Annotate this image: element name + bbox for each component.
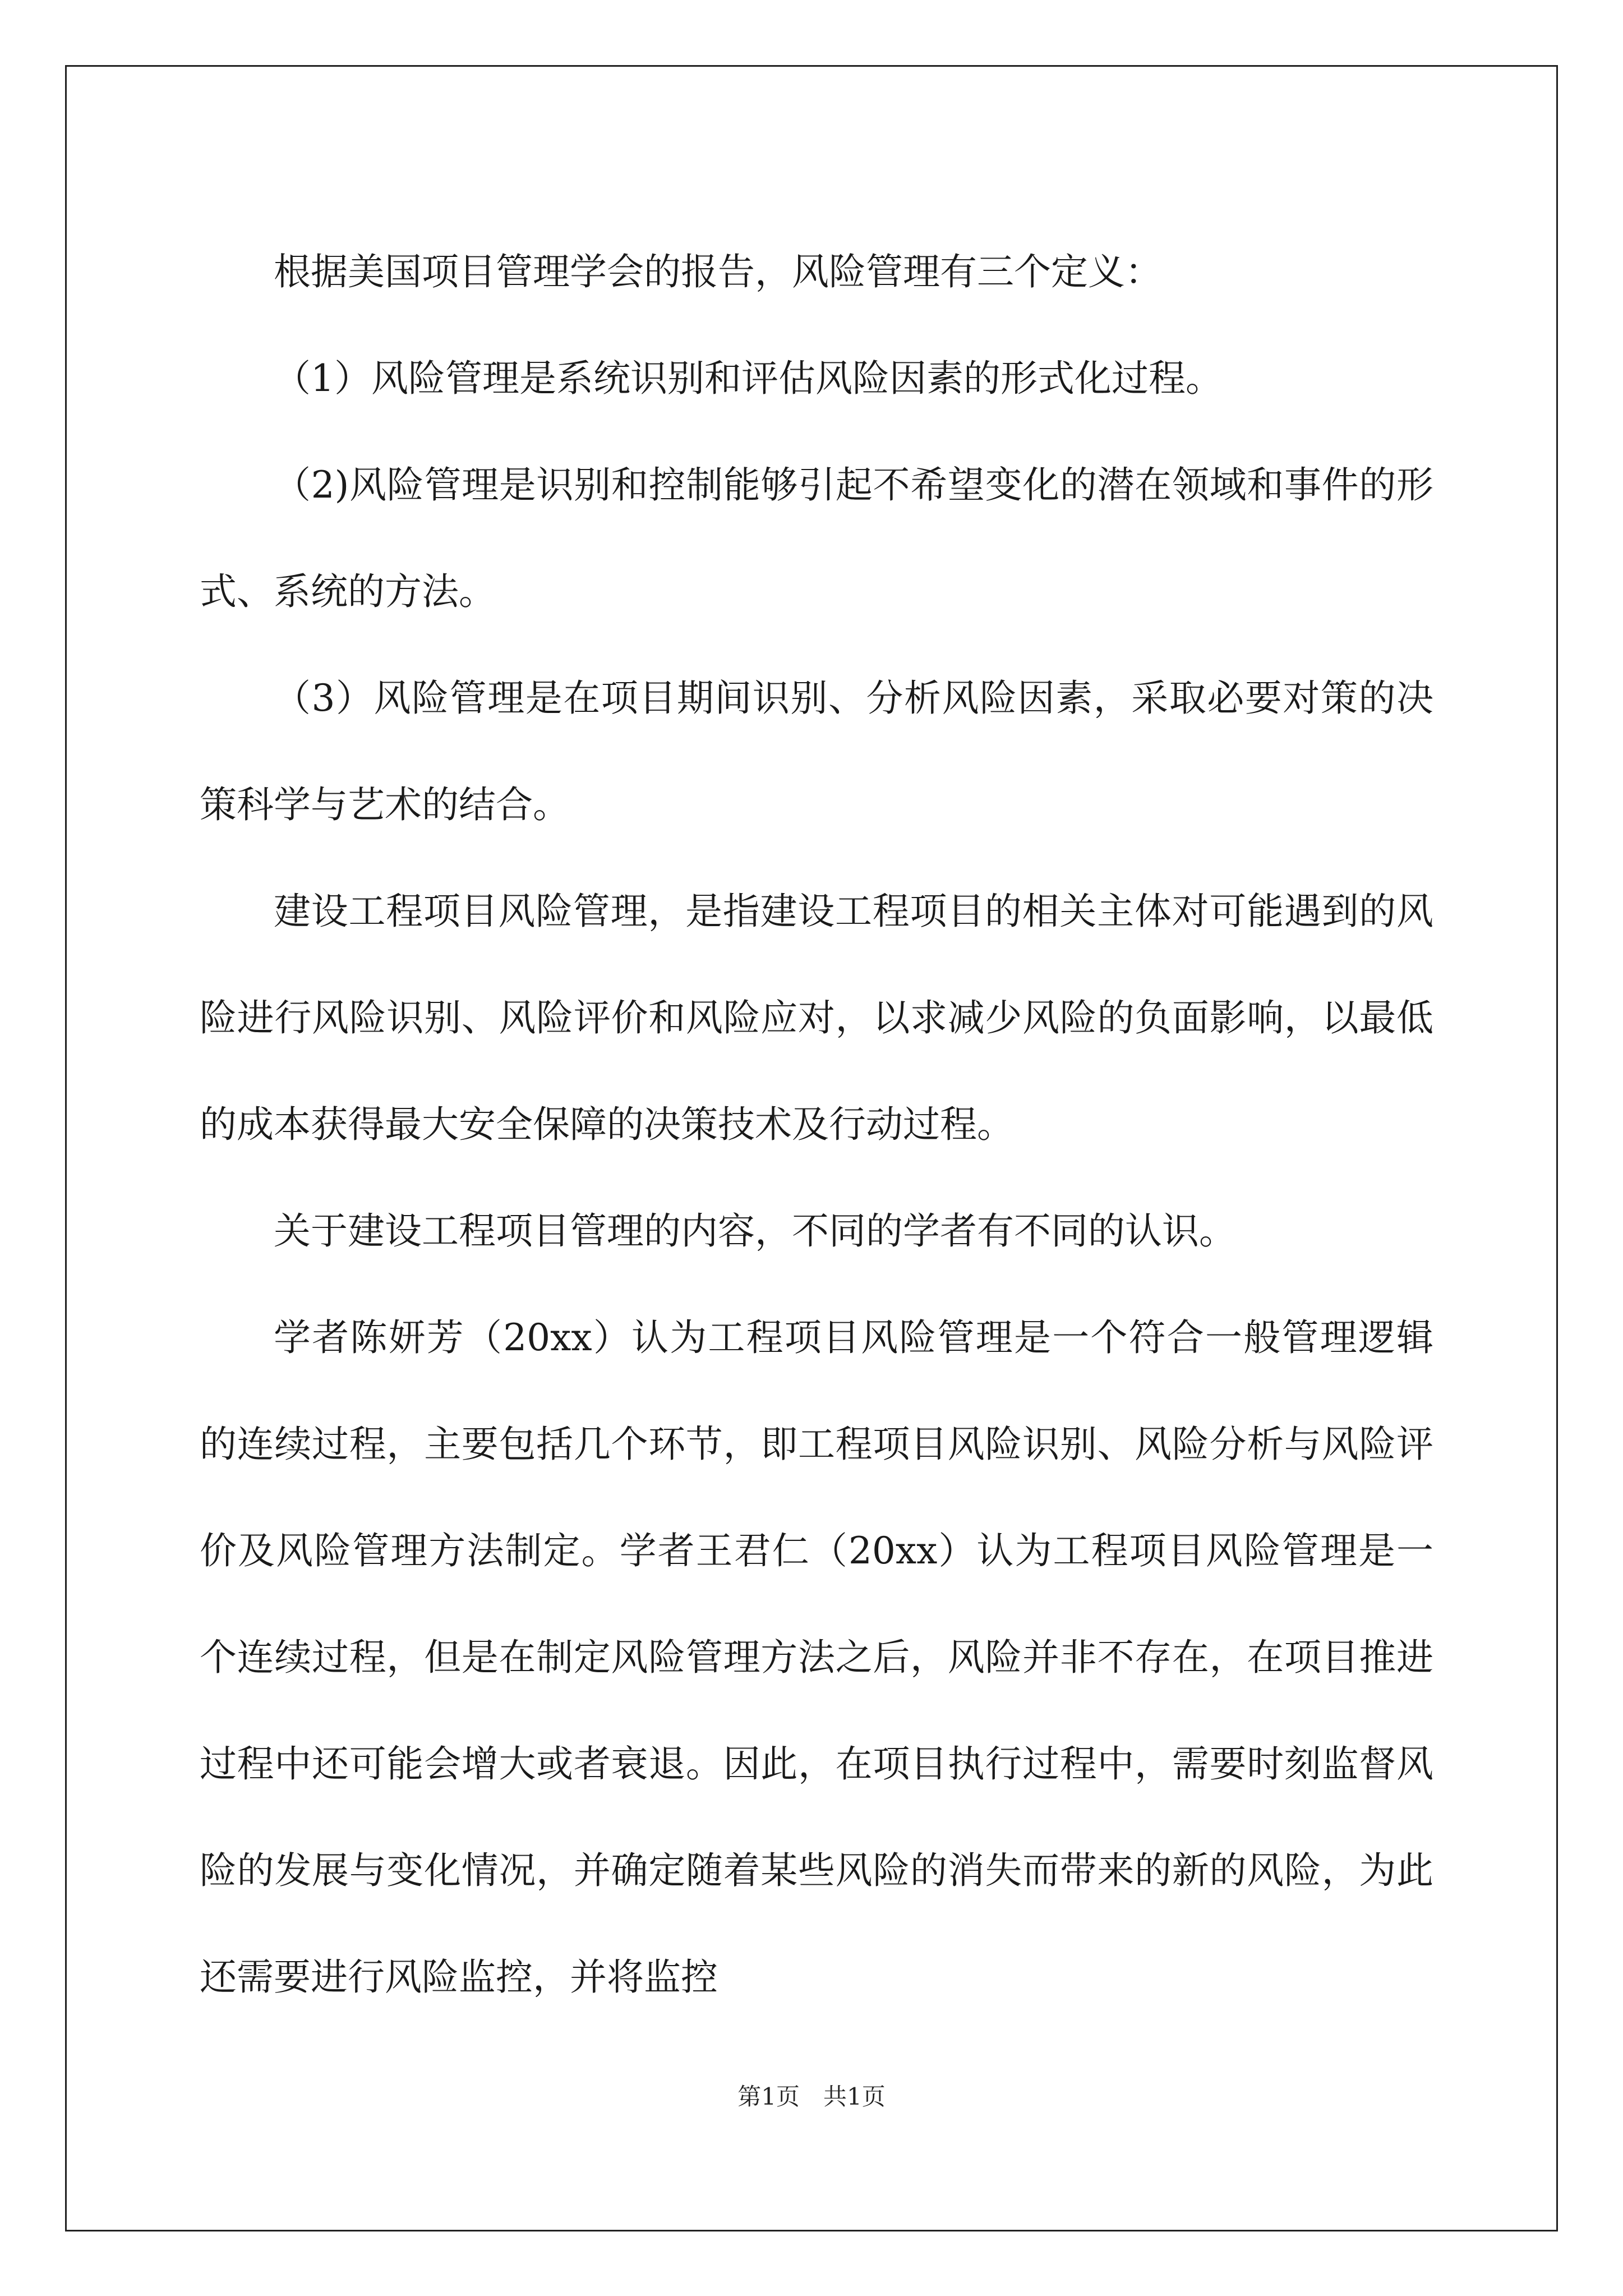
paragraph-definition-1: （1）风险管理是系统识别和评估风险因素的形式化过程。 (274, 357, 1223, 400)
paragraph-definition-3: （3）风险管理是在项目期间识别、分析风险因素，采取必要对策的决策科学与艺术的结合。 (200, 677, 1433, 826)
paragraph-definition-2: （2)风险管理是识别和控制能够引起不希望变化的潜在领域和事件的形式、系统的方法。 (200, 463, 1433, 613)
paragraph-construction-risk-management: 建设工程项目风险管理，是指建设工程项目的相关主体对可能遇到的风险进行风险识别、风险评价和风险应对，以求减少风险的负面影响，以最低的成本获得最大安全保障的决策技术及行动过程。 (200, 890, 1433, 1146)
paragraph-definitions-intro: 根据美国项目管理学会的报告，风险管理有三个定义： (274, 250, 1162, 293)
page-number-footer: 第1页 共1页 (737, 2083, 886, 2110)
paragraph-scholar-views: 学者陈妍芳（20xx）认为工程项目风险管理是一个符合一般管理逻辑的连续过程，主要包括几个环节，即工程项目风险识别、风险分析与风险评价及风险管理方法制定。学者王君仁（20xx）认为工程项目风险管理是一个连续过程，但是在制定风险管理方法之后，风险并非不存在，在项目推进过程中还可能会增大或者衰退。因此，在项目执行过程中，需要时刻监督风险的发展与变化情况，并确定随着某些风险的消失而带来的新的风险，为此还需要进行风险监控，并将监控 (200, 1316, 1433, 1999)
paragraph-scholar-views-intro: 关于建设工程项目管理的内容，不同的学者有不同的认识。 (274, 1209, 1236, 1253)
document-body (200, 219, 1433, 2031)
